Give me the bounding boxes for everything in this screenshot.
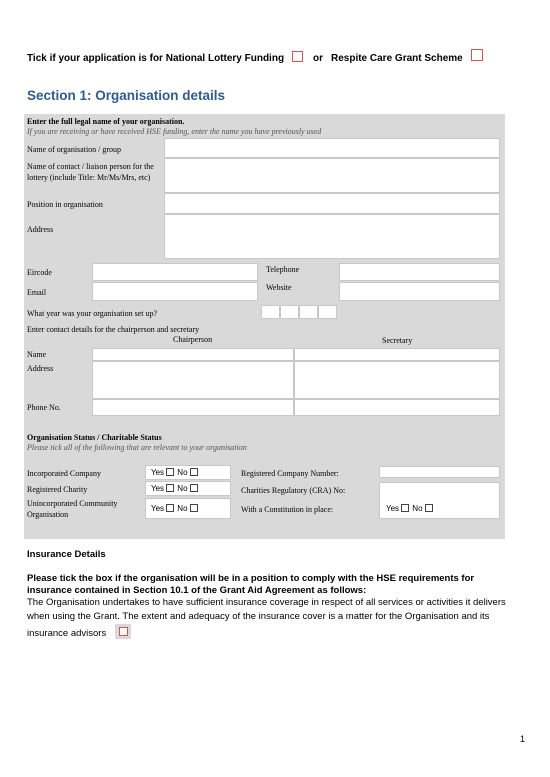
name-label: Name [27, 350, 47, 359]
eircode-field[interactable] [92, 263, 258, 281]
yes-label: Yes [151, 484, 165, 493]
respite-care-label: Respite Care Grant Scheme [331, 53, 463, 64]
contact-label: Name of contact / liaison person for the lottery (include Title: Mr/Ms/Mrs, etc) [27, 162, 154, 182]
status-heading: Organisation Status / Charitable Status [27, 433, 162, 442]
cra-number-label: Charities Regulatory (CRA) No: [241, 486, 346, 495]
constitution-yes-no[interactable] [386, 504, 434, 513]
unincorporated-label: Unincorporated Community Organisation [27, 499, 118, 519]
lottery-funding-label: Tick if your application is for National Lottery Funding [27, 53, 285, 64]
year-set-up-label: What year was your organisation set up? [27, 309, 158, 318]
yes-checkbox[interactable] [166, 468, 174, 476]
unincorporated-yes-no[interactable] [145, 498, 231, 519]
constitution-label: With a Constitution in place: [241, 505, 334, 514]
or-label: or [313, 53, 323, 64]
no-label: No [177, 504, 188, 513]
section-title: Section 1: Organisation details [27, 88, 226, 103]
no-checkbox[interactable] [190, 504, 198, 512]
insurance-body: The Organisation undertakes to have sufficient insurance coverage in respect of all services or activities it delivers when using the Grant. The extent and adequacy of the insurance cover is a matter for the Organisation and its insurance advisors [27, 597, 506, 639]
org-name-field[interactable] [164, 138, 500, 158]
phone-label: Phone No. [27, 403, 61, 412]
secretary-address-field[interactable] [294, 361, 500, 399]
contact-field[interactable] [164, 158, 500, 193]
legal-name-heading: Enter the full legal name of your organisation. [27, 117, 185, 126]
yes-label: Yes [386, 504, 400, 513]
page-number: 1 [520, 734, 526, 744]
yes-label: Yes [151, 504, 165, 513]
secretary-name-field[interactable] [294, 348, 500, 361]
chair-phone-field[interactable] [92, 399, 294, 416]
no-label: No [177, 468, 188, 477]
position-label: Position in organisation [27, 200, 103, 209]
company-number-label: Registered Company Number: [241, 469, 339, 478]
incorporated-label: Incorporated Company [27, 469, 101, 478]
insurance-checkbox-wrapper [115, 624, 131, 639]
no-label: No [177, 484, 188, 493]
lottery-funding-checkbox[interactable] [292, 51, 303, 62]
position-field[interactable] [164, 193, 500, 214]
telephone-field[interactable] [339, 263, 500, 281]
chair-address-field[interactable] [92, 361, 294, 399]
no-label: No [412, 504, 423, 513]
insurance-requirements-text: Please tick the box if the organisation will be in a position to comply with the HSE requirements for insurance contained in Section 10.1 of the Grant Aid Agreement as follows: [27, 573, 475, 596]
year-digit-2[interactable] [280, 305, 299, 319]
eircode-label: Eircode [27, 268, 52, 277]
year-digit-3[interactable] [299, 305, 318, 319]
legal-name-hint: If you are receiving or have received HSE funding, enter the name you have previously used [27, 127, 322, 136]
year-digit-4[interactable] [318, 305, 337, 319]
yes-label: Yes [151, 468, 165, 477]
chair-name-field[interactable] [92, 348, 294, 361]
address-label: Address [27, 225, 54, 234]
email-field[interactable] [92, 282, 258, 301]
no-checkbox[interactable] [190, 484, 198, 492]
website-label: Website [266, 283, 292, 292]
status-hint: Please tick all of the following that are relevant to your organisation [27, 443, 247, 452]
cs-address-label: Address [27, 364, 54, 373]
yes-checkbox[interactable] [166, 504, 174, 512]
website-field[interactable] [339, 282, 500, 301]
year-digit-1[interactable] [261, 305, 280, 319]
address-field[interactable] [164, 214, 500, 259]
insurance-undertaking-text [27, 596, 527, 641]
company-number-field[interactable] [379, 466, 500, 478]
insurance-heading: Insurance Details [27, 549, 106, 560]
org-name-label: Name of organisation / group [27, 145, 122, 154]
chairperson-heading: Chairperson [173, 335, 213, 344]
incorporated-yes-no[interactable] [145, 465, 231, 480]
insurance-checkbox[interactable] [119, 627, 128, 636]
secretary-heading: Secretary [382, 336, 413, 345]
yes-checkbox[interactable] [166, 484, 174, 492]
no-checkbox[interactable] [425, 504, 433, 512]
registered-charity-label: Registered Charity [27, 485, 88, 494]
telephone-label: Telephone [266, 265, 300, 274]
respite-care-checkbox[interactable] [471, 49, 483, 61]
no-checkbox[interactable] [190, 468, 198, 476]
charity-yes-no[interactable] [145, 481, 231, 496]
cra-number-field[interactable] [379, 482, 500, 519]
secretary-phone-field[interactable] [294, 399, 500, 416]
contact-details-label: Enter contact details for the chairperson and secretary [27, 325, 200, 334]
yes-checkbox[interactable] [401, 504, 409, 512]
email-label: Email [27, 288, 47, 297]
